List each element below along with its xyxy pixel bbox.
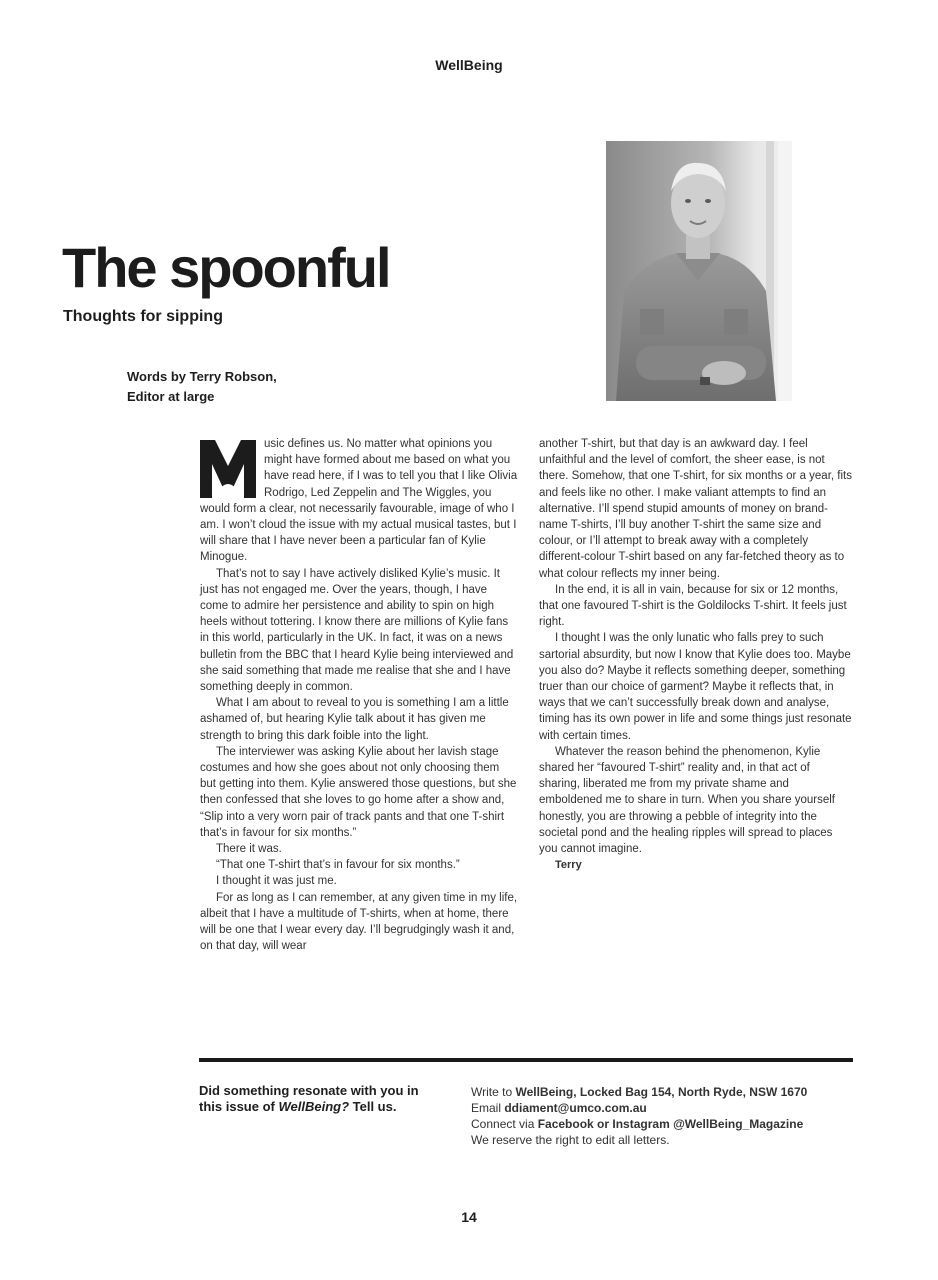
article-paragraph: “That one T-shirt that’s in favour for six months.” — [216, 859, 460, 872]
article-paragraph: usic defines us. No matter what opinions you might have formed about me based on what you have read here, if I was to tell you that I like Olivia Rodrigo, Led Zeppelin and The Wiggles, you would form a clear, not necessarily favourable, image of who I am. I won’t cloud the issue with my actual musical tastes, but I will share that I have never been a particular fan of Kylie Minogue. — [200, 438, 518, 564]
cta-text: this issue of — [199, 1099, 279, 1114]
article-paragraph: What I am about to reveal to you is something I am a little ashamed of, but hearing Kylie talk about it has given me strength to bring this dark foible into the light. — [200, 697, 509, 742]
author-signature: Terry — [555, 859, 582, 872]
article-paragraph: The interviewer was asking Kylie about her lavish stage costumes and how she goes about not only choosing them but getting into them. Kylie answered those questions, but she then confessed that she loves to go home after a show and, “Slip into a very worn pair of track pants and that one T-shirt that’s in favour for six months.” — [200, 745, 517, 839]
connect-line — [471, 1116, 871, 1132]
email-line — [471, 1100, 871, 1116]
article-paragraph: I thought I was the only lunatic who falls prey to such sartorial absurdity, but now I know that Kylie does too. Maybe you also do? Maybe it reflects something deeper, something truer than our choice of garment? Maybe it reflects that, in ways that we can’t successfully break down and analyse, timing has its own power in life and some things just resonate with certain times. — [539, 632, 852, 742]
page-number: 14 — [461, 1209, 477, 1225]
author-portrait-image — [606, 141, 792, 401]
disclaimer: We reserve the right to edit all letters. — [471, 1133, 670, 1147]
article-paragraph: I thought it was just me. — [216, 875, 337, 888]
article-paragraph: That’s not to say I have actively disliked Kylie’s music. It just has not engaged me. Over the years, though, I have come to admire her persistence and ability to spin on high heels without tottering. I know there are millions of Kylie fans in this world, particularly in the UK. In fact, it was on a news bulletin from the BBC that I heard Kylie being interviewed and she said something that made me realise that she and I have something deeply in common. — [200, 567, 514, 694]
article-paragraph: another T-shirt, but that day is an awkward day. I feel unfaithful and the level of comfort, the sheer ease, is not there. Somehow, that one T-shirt, for six months or a year, fits and feels like no other. I make valiant attempts to find an alternative. I’ll spend stupid amounts of money on brand-name T-shirts, I’ll buy another T-shirt the same size and colour, or I’ll attempt to break away with a completely different-colour T-shirt based on any far-fetched theory as to what colour reflects my inner being. — [539, 438, 852, 580]
connect-label: Connect via — [471, 1117, 538, 1131]
cta-line-1: Did something resonate with you in — [199, 1083, 419, 1098]
email-address-link[interactable]: ddiament@umco.com.au — [504, 1101, 647, 1115]
social-handles: Facebook or Instagram @WellBeing_Magazine — [537, 1117, 804, 1131]
article-column-1 — [200, 436, 518, 955]
magazine-name: WellBeing? — [278, 1099, 350, 1114]
byline-author: Words by Terry Robson, — [127, 369, 277, 384]
contact-details — [471, 1084, 871, 1148]
article-paragraph: In the end, it is all in vain, because for six or 12 months, that one favoured T-shirt is the Goldilocks T-shirt. It feels just right. — [539, 583, 847, 629]
footer-divider — [199, 1058, 853, 1062]
author-photo — [606, 141, 792, 401]
article-paragraph: For as long as I can remember, at any given time in my life, albeit that I have a multitude of T-shirts, when at home, there will be one that I wear every day. I’ll begrudgingly wash it and, on that day, will wear — [200, 891, 518, 953]
article-column-2 — [539, 436, 853, 873]
article-paragraph: Whatever the reason behind the phenomenon, Kylie shared her “favoured T-shirt” reality and, in that act of sharing, liberated me from my private shame and emboldened me to share in turn. When you share yourself honestly, you are throwing a pebble of integrity into the societal pond and the healing ripples will spread to places you cannot imagine. — [539, 745, 835, 856]
article-paragraph: There it was. — [216, 843, 282, 856]
page-title: The spoonful — [62, 236, 390, 299]
letters-call-to-action — [199, 1083, 449, 1115]
drop-cap-letter-m — [200, 440, 256, 498]
masthead: WellBeing — [435, 57, 503, 73]
byline-role: Editor at large — [127, 389, 215, 404]
cta-line-2 — [199, 1099, 449, 1115]
byline — [127, 367, 277, 407]
write-to-line — [471, 1084, 871, 1100]
page-subtitle: Thoughts for sipping — [63, 308, 223, 325]
cta-text: Tell us. — [349, 1099, 397, 1114]
write-label: Write to — [471, 1085, 516, 1099]
postal-address: WellBeing, Locked Bag 154, North Ryde, NSW 1670 — [515, 1085, 808, 1099]
email-label: Email — [471, 1101, 505, 1115]
